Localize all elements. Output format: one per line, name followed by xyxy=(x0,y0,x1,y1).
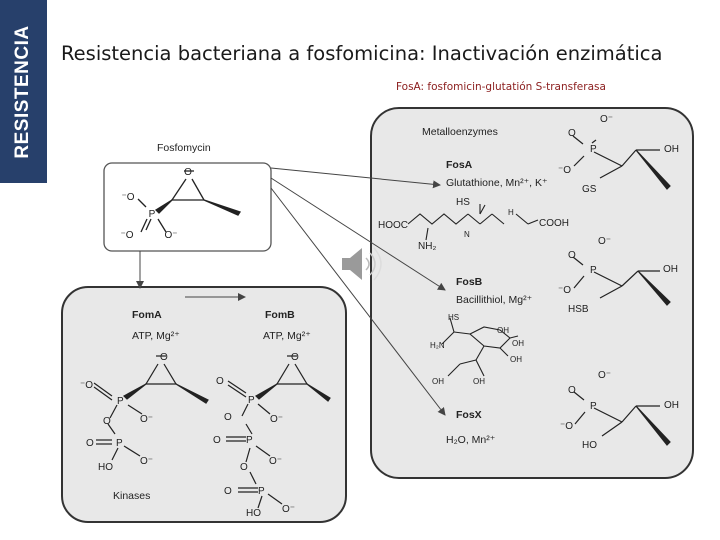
fomB-o-3: O xyxy=(213,435,221,446)
glutathione-cooh: COOH xyxy=(539,218,569,229)
metalloenzymes-label: Metalloenzymes xyxy=(422,126,498,138)
fosA-cofactors: Glutathione, Mn²⁺, K⁺ xyxy=(446,177,548,189)
fosfomycin-o-minus-2: ⁻O xyxy=(120,230,134,241)
fosA-product-oh: OH xyxy=(664,144,679,155)
fosB-product-o: O xyxy=(568,250,576,261)
fosB-product-oh: OH xyxy=(663,264,678,275)
fomB-p3: P xyxy=(258,486,265,497)
fomA-o-minus: ⁻O xyxy=(80,380,94,391)
kinases-panel xyxy=(62,287,346,522)
side-banner-label: RESISTENCIA xyxy=(12,25,33,159)
fomB-bridge-o: O xyxy=(240,462,248,473)
fomB-o-minus: O⁻ xyxy=(270,414,284,425)
fosB-cofactors: Bacillithiol, Mg²⁺ xyxy=(456,294,533,306)
fosA-product-o-minus-2: ⁻O xyxy=(558,165,572,176)
kinases-label: Kinases xyxy=(113,490,151,502)
fomB-epoxide-o: O xyxy=(291,352,299,363)
fomA-bridge-o: O xyxy=(103,416,111,427)
fomB-o-minus-3: O⁻ xyxy=(282,504,296,515)
fosB-product-o-minus: O⁻ xyxy=(598,236,612,247)
fosA-name: FosA xyxy=(446,159,473,171)
bacillithiol-oh-3: OH xyxy=(510,355,522,364)
fomB-cofactors: ATP, Mg²⁺ xyxy=(263,330,311,342)
fomB-o: O xyxy=(216,376,224,387)
fosX-product-oh: OH xyxy=(664,400,679,411)
fomA-cofactors: ATP, Mg²⁺ xyxy=(132,330,180,342)
fosB-name: FosB xyxy=(456,276,483,288)
fomB-o-minus-2: O⁻ xyxy=(269,456,283,467)
fosB-product-o-minus-2: ⁻O xyxy=(558,285,572,296)
fomB-ho: HO xyxy=(246,508,261,519)
fomB-name: FomB xyxy=(265,309,295,321)
fosA-product-o-minus: O⁻ xyxy=(600,114,614,125)
glutathione-nh2: NH₂ xyxy=(418,241,437,252)
bacillithiol-oh-4: OH xyxy=(432,377,444,386)
fomA-epoxide-o: O xyxy=(160,352,168,363)
slide-subtitle: FosA: fosfomicin-glutatión S-transferasa xyxy=(396,81,606,93)
fosA-product-p: P xyxy=(590,144,597,155)
fosX-product-ho: HO xyxy=(582,440,597,451)
fomA-o: O xyxy=(86,438,94,449)
fosB-product-p: P xyxy=(590,265,597,276)
fomB-o-4: O xyxy=(224,486,232,497)
bacillithiol-h2n: H₂N xyxy=(430,341,445,350)
fosfomycin-p: P xyxy=(148,209,156,220)
fosX-product-o: O xyxy=(568,385,576,396)
fosfomycin-label: Fosfomycin xyxy=(157,142,211,154)
glutathione-hs: HS xyxy=(456,197,470,208)
bacillithiol-oh-1: OH xyxy=(497,326,509,335)
fosfomycin-o-minus: ⁻O xyxy=(121,192,135,203)
metalloenzymes-panel xyxy=(371,108,693,478)
bacillithiol-oh-5: OH xyxy=(473,377,485,386)
fomA-name: FomA xyxy=(132,309,162,321)
fosB-product-hsb: HSB xyxy=(568,304,589,315)
fomA-o-minus-3: O⁻ xyxy=(140,456,154,467)
fosfomycin-epoxide-o: O xyxy=(184,167,192,178)
glutathione-hooc: HOOC xyxy=(378,220,408,231)
fomB-p2: P xyxy=(246,435,253,446)
fomA-ho: HO xyxy=(98,462,113,473)
fosX-product-o-minus: O⁻ xyxy=(598,370,612,381)
bacillithiol-oh-2: OH xyxy=(512,339,524,348)
fomB-p1: P xyxy=(248,395,255,406)
fomA-o-minus-2: O⁻ xyxy=(140,414,154,425)
fomB-o-2: O xyxy=(224,412,232,423)
fomA-p2: P xyxy=(116,438,123,449)
fosX-name: FosX xyxy=(456,409,482,421)
slide-title: Resistencia bacteriana a fosfomicina: Inactivación enzimática xyxy=(61,42,663,65)
bacillithiol-sh: HS xyxy=(448,313,460,322)
fosX-product-p: P xyxy=(590,401,597,412)
fomA-p1: P xyxy=(117,396,124,407)
fosX-product-o-minus-2: ⁻O xyxy=(560,421,574,432)
fosA-product-o: O xyxy=(568,128,576,139)
glutathione-nh: H xyxy=(508,208,514,217)
fosA-product-gs: GS xyxy=(582,184,597,195)
glutathione-n: N xyxy=(464,230,470,239)
fosfomycin-o-minus-3: O⁻ xyxy=(164,230,178,241)
fosX-cofactors: H₂O, Mn²⁺ xyxy=(446,434,496,446)
